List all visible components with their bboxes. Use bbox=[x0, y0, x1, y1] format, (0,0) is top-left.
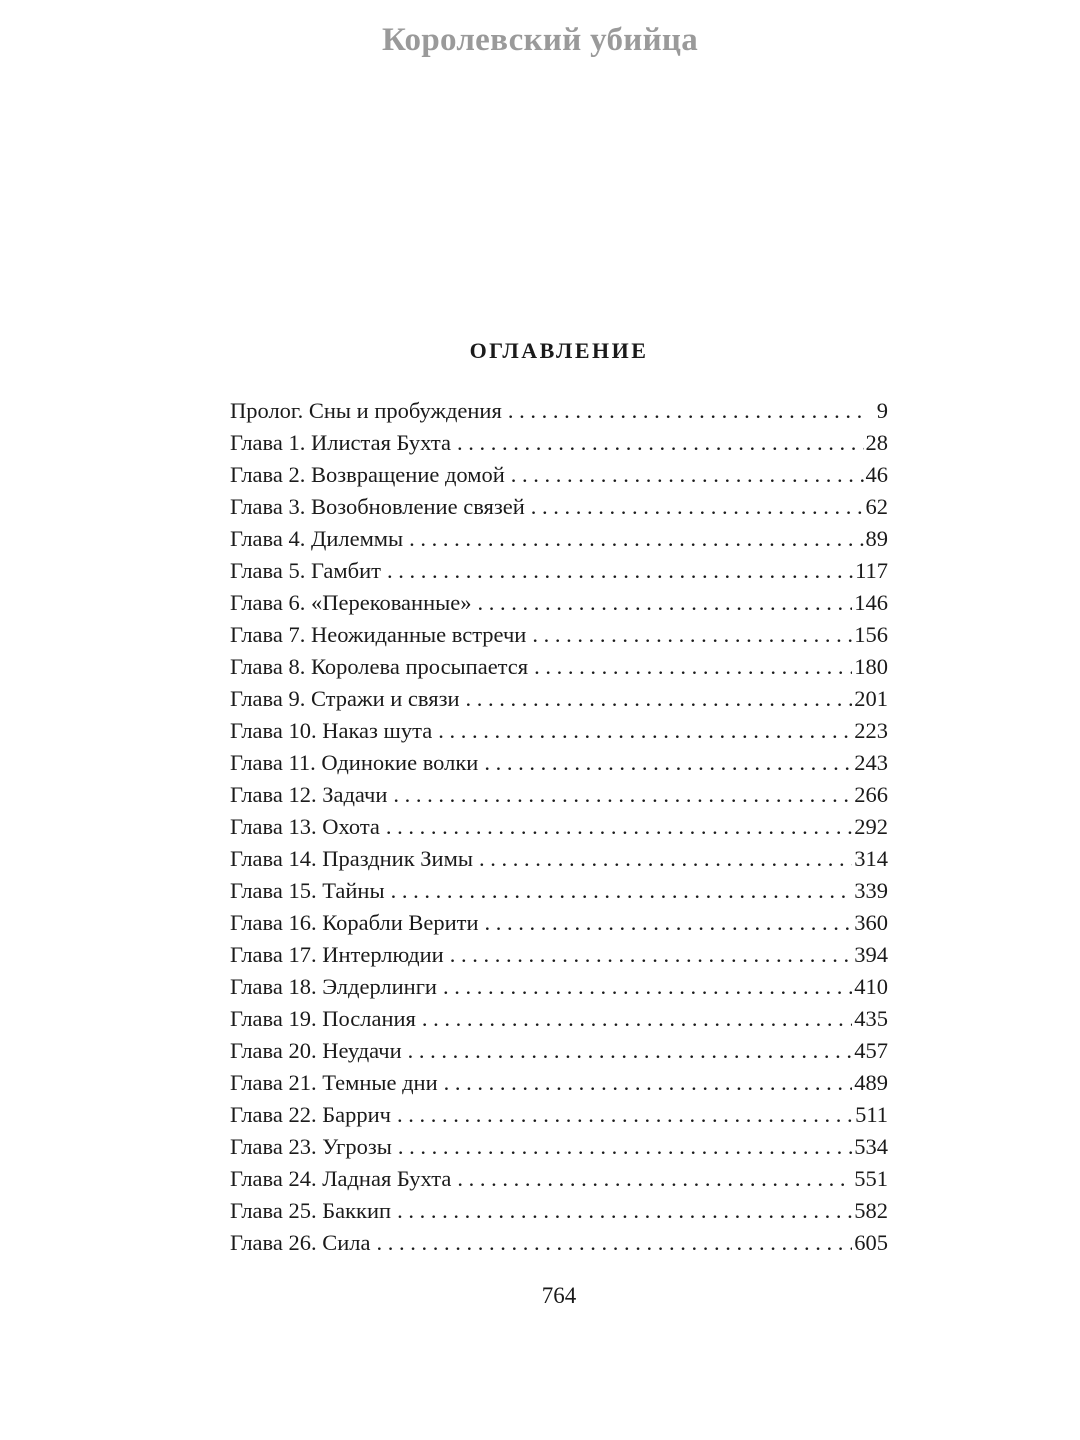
toc-entry-title: Глава 17. Интерлюдии bbox=[230, 942, 444, 967]
toc-entry-title: Глава 23. Угрозы bbox=[230, 1134, 392, 1159]
dot-leader bbox=[534, 651, 852, 683]
dot-leader bbox=[511, 459, 864, 491]
toc-entry bbox=[230, 523, 888, 555]
toc-entry bbox=[230, 1195, 888, 1227]
toc-entry-page: 489 bbox=[854, 1070, 888, 1095]
dot-leader bbox=[477, 587, 852, 619]
page-number: 764 bbox=[541, 1283, 577, 1308]
toc-entry bbox=[230, 971, 888, 1003]
toc-entry-page: 394 bbox=[854, 942, 888, 967]
toc-entry bbox=[230, 1099, 888, 1131]
toc-entry-title: Глава 12. Задачи bbox=[230, 782, 388, 807]
toc-entry-title: Глава 11. Одинокие волки bbox=[230, 750, 479, 775]
toc-entry-title: Глава 15. Тайны bbox=[230, 878, 385, 903]
toc-entry bbox=[230, 779, 888, 811]
toc-entry-page: 292 bbox=[854, 814, 888, 839]
toc-entry-page: 266 bbox=[854, 782, 888, 807]
dot-leader bbox=[397, 1099, 853, 1131]
toc-entry-page: 605 bbox=[854, 1230, 888, 1255]
dot-leader bbox=[444, 1067, 853, 1099]
toc-entry-page: 146 bbox=[854, 590, 888, 615]
toc-entry-page: 457 bbox=[854, 1038, 888, 1063]
dot-leader bbox=[466, 683, 853, 715]
running-title: Королевский убийца bbox=[381, 22, 699, 58]
dot-leader bbox=[391, 875, 853, 907]
toc-entry-page: 62 bbox=[865, 494, 888, 519]
toc-entry bbox=[230, 1003, 888, 1035]
toc-entry bbox=[230, 875, 888, 907]
toc-entry bbox=[230, 715, 888, 747]
dot-leader bbox=[398, 1131, 852, 1163]
toc-entry-title: Глава 5. Гамбит bbox=[230, 558, 381, 583]
dot-leader bbox=[457, 1163, 852, 1195]
toc-entry-page: 201 bbox=[854, 686, 888, 711]
toc-entry-title: Глава 10. Наказ шута bbox=[230, 718, 433, 743]
toc-entry-page: 223 bbox=[854, 718, 888, 743]
dot-leader bbox=[508, 395, 866, 427]
toc-entry-page: 360 bbox=[854, 910, 888, 935]
toc-entry bbox=[230, 939, 888, 971]
toc-entry-page: 89 bbox=[865, 526, 888, 551]
toc-entry bbox=[230, 683, 888, 715]
toc-entry bbox=[230, 811, 888, 843]
toc-entry-page: 551 bbox=[854, 1166, 888, 1191]
dot-leader bbox=[393, 779, 852, 811]
toc-entry-title: Глава 4. Дилеммы bbox=[230, 526, 404, 551]
toc-entry-page: 582 bbox=[854, 1198, 888, 1223]
toc-entry-page: 46 bbox=[865, 462, 888, 487]
dot-leader bbox=[387, 555, 853, 587]
toc-entry-page: 511 bbox=[855, 1102, 888, 1127]
toc-entry-title: Глава 22. Баррич bbox=[230, 1102, 391, 1127]
toc-entry-page: 243 bbox=[854, 750, 888, 775]
dot-leader bbox=[532, 619, 852, 651]
toc-entry-page: 435 bbox=[854, 1006, 888, 1031]
toc-entry-page: 180 bbox=[854, 654, 888, 679]
toc-entry-title: Глава 7. Неожиданные встречи bbox=[230, 622, 527, 647]
toc-entry bbox=[230, 1035, 888, 1067]
toc-entry-title: Глава 21. Темные дни bbox=[230, 1070, 438, 1095]
toc-entry-title: Глава 20. Неудачи bbox=[230, 1038, 402, 1063]
toc-entry bbox=[230, 491, 888, 523]
toc-entry bbox=[230, 1227, 888, 1259]
toc-entry-title: Глава 18. Элдерлинги bbox=[230, 974, 437, 999]
toc-entry-page: 339 bbox=[854, 878, 888, 903]
toc-entry-title: Глава 19. Послания bbox=[230, 1006, 416, 1031]
toc-entry bbox=[230, 587, 888, 619]
toc-entry-title: Глава 25. Баккип bbox=[230, 1198, 392, 1223]
dot-leader bbox=[479, 843, 852, 875]
table-of-contents bbox=[230, 395, 888, 1259]
toc-entry-title: Глава 2. Возвращение домой bbox=[230, 462, 505, 487]
toc-entry-title: Глава 3. Возобновление связей bbox=[230, 494, 525, 519]
dot-leader bbox=[386, 811, 852, 843]
toc-heading: ОГЛАВЛЕНИЕ bbox=[469, 338, 649, 363]
dot-leader bbox=[450, 939, 853, 971]
toc-entry-title: Глава 24. Ладная Бухта bbox=[230, 1166, 452, 1191]
dot-leader bbox=[409, 523, 863, 555]
toc-entry-title: Глава 6. «Перекованные» bbox=[230, 590, 472, 615]
toc-entry-title: Глава 26. Сила bbox=[230, 1230, 371, 1255]
toc-entry-page: 9 bbox=[876, 398, 888, 423]
toc-entry bbox=[230, 1131, 888, 1163]
toc-entry bbox=[230, 1067, 888, 1099]
toc-entry-title: Глава 9. Стражи и связи bbox=[230, 686, 460, 711]
toc-entry bbox=[230, 651, 888, 683]
toc-entry bbox=[230, 427, 888, 459]
toc-entry-title: Глава 8. Королева просыпается bbox=[230, 654, 529, 679]
dot-leader bbox=[457, 427, 864, 459]
toc-entry bbox=[230, 907, 888, 939]
toc-entry bbox=[230, 395, 888, 427]
dot-leader bbox=[485, 907, 853, 939]
toc-entry bbox=[230, 555, 888, 587]
toc-entry bbox=[230, 747, 888, 779]
dot-leader bbox=[443, 971, 852, 1003]
toc-entry-page: 314 bbox=[854, 846, 888, 871]
toc-entry bbox=[230, 843, 888, 875]
toc-entry-title: Глава 1. Илистая Бухта bbox=[230, 430, 451, 455]
toc-entry-title: Глава 14. Праздник Зимы bbox=[230, 846, 473, 871]
toc-entry-page: 156 bbox=[854, 622, 888, 647]
dot-leader bbox=[531, 491, 864, 523]
toc-entry-title: Пролог. Сны и пробуждения bbox=[230, 398, 502, 423]
toc-entry-title: Глава 13. Охота bbox=[230, 814, 380, 839]
toc-entry-page: 117 bbox=[855, 558, 888, 583]
toc-entry-page: 534 bbox=[854, 1134, 888, 1159]
dot-leader bbox=[438, 715, 852, 747]
toc-entry bbox=[230, 1163, 888, 1195]
dot-leader bbox=[408, 1035, 853, 1067]
dot-leader bbox=[376, 1227, 852, 1259]
dot-leader bbox=[422, 1003, 852, 1035]
toc-entry bbox=[230, 459, 888, 491]
toc-entry-page: 410 bbox=[854, 974, 888, 999]
dot-leader bbox=[484, 747, 852, 779]
toc-entry-title: Глава 16. Корабли Верити bbox=[230, 910, 479, 935]
toc-entry-page: 28 bbox=[865, 430, 888, 455]
dot-leader bbox=[397, 1195, 852, 1227]
toc-entry bbox=[230, 619, 888, 651]
